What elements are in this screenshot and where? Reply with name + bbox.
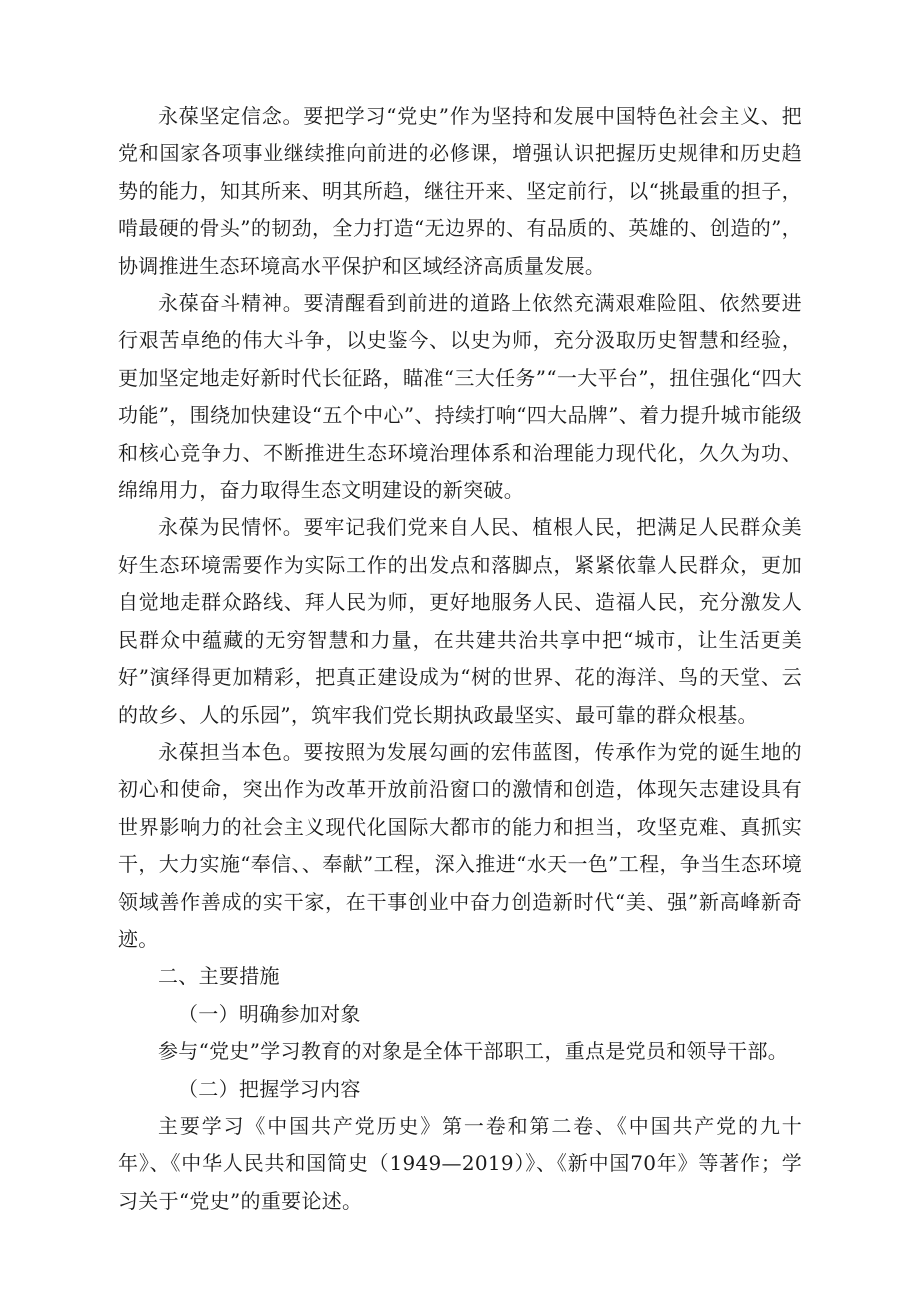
paragraph-participants: 参与“党史”学习教育的对象是全体干部职工，重点是党员和领导干部。 [158, 1039, 789, 1064]
paragraph-struggle-spirit: 永葆奋斗精神。要清醒看到前进的道路上依然充满艰难险阻、依然要进行艰苦卓绝的伟大斗争，以史鉴今、以史为师，充分汲取历史智慧和经验，更加坚定地走好新时代长征路，瞄准“三大任务”“一大平台”，扭住强化“四大功能”，围绕加快建设“五个中心”、持续打响“四大品牌”、着力提升城市能级和核心竞争力、不断推进生态环境治理体系和治理能力现代化，久久为功、绵绵用力，奋力取得生态文明建设的新突破。 [118, 291, 802, 503]
subheading-participants: （一）明确参加对象 [178, 1001, 361, 1026]
paragraph-study-content: 主要学习《中国共产党历史》第一卷和第二卷、《中国共产党的九十年》、《中华人民共和国简史（1949—2019）》、《新中国70年》等著作；学习关于“党史”的重要论述。 [118, 1113, 802, 1213]
document-page [118, 98, 802, 1220]
paragraph-responsibility: 永葆担当本色。要按照为发展勾画的宏伟蓝图，传承作为党的诞生地的初心和使命，突出作为改革开放前沿窗口的激情和创造，体现矢志建设具有世界影响力的社会主义现代化国际大都市的能力和担当，攻坚克难、真抓实干，大力实施“奉信、、奉献”工程，深入推进“水天一色”工程，争当生态环境领域善作善成的实干家，在干事创业中奋力创造新时代“美、强”新高峰新奇迹。 [118, 739, 802, 951]
paragraph-firm-belief: 永葆坚定信念。要把学习“党史”作为坚持和发展中国特色社会主义、把党和国家各项事业继续推向前进的必修课，增强认识把握历史规律和历史趋势的能力，知其所来、明其所趋，继往开来、坚定前行，以“挑最重的担子，啃最硬的骨头”的韧劲，全力打造“无边界的、有品质的、英雄的、创造的”，协调推进生态环境高水平保护和区域经济高质量发展。 [118, 104, 802, 278]
section-heading-main-measures: 二、主要措施 [158, 964, 280, 989]
subheading-study-content: （二）把握学习内容 [178, 1076, 361, 1101]
paragraph-people-care: 永葆为民情怀。要牢记我们党来自人民、植根人民，把满足人民群众美好生态环境需要作为实际工作的出发点和落脚点，紧紧依靠人民群众，更加自觉地走群众路线、拜人民为师，更好地服务人民、造福人民，充分激发人民群众中蕴藏的无穷智慧和力量，在共建共治共享中把“城市，让生活更美好”演绎得更加精彩，把真正建设成为“树的世界、花的海洋、鸟的天堂、云的故乡、人的乐园”，筑牢我们党长期执政最坚实、最可靠的群众根基。 [118, 515, 802, 727]
